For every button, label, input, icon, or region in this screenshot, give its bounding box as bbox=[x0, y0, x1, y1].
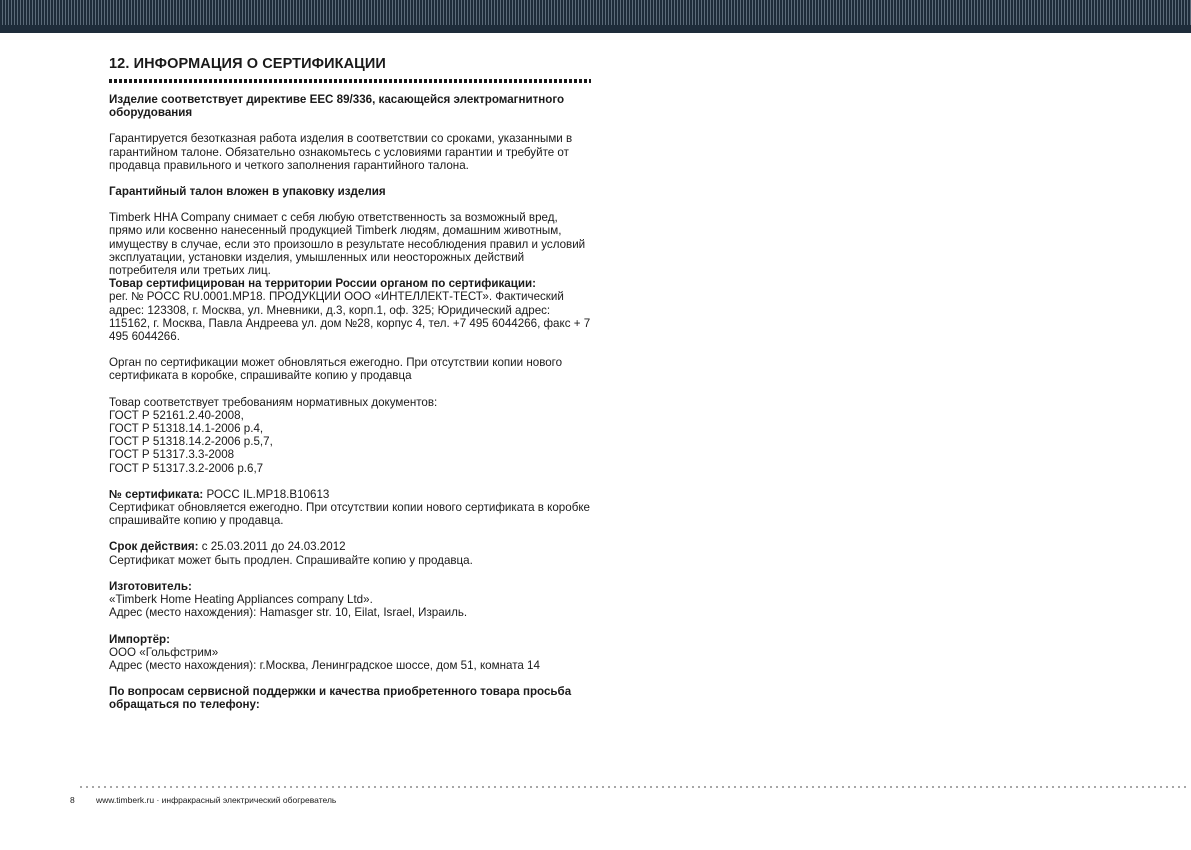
importer-block bbox=[109, 633, 591, 673]
title-divider bbox=[109, 79, 591, 83]
importer-name: ООО «Гольфстрим» bbox=[109, 645, 219, 659]
footer-text: www.timberk.ru · инфракрасный электрический обогреватель bbox=[96, 795, 337, 805]
certified-label: Товар сертифицирован на территории России органом по сертификации: bbox=[109, 277, 536, 291]
certification-body-paragraph bbox=[109, 277, 591, 343]
coupon-note: Гарантийный талон вложен в упаковку изделия bbox=[109, 185, 386, 199]
cert-body-update: Орган по сертификации может обновляться ежегодно. При отсутствии копии нового сертификата в коробке, спрашивайте копию у продавца bbox=[109, 356, 563, 383]
manufacturer-label: Изготовитель: bbox=[109, 579, 192, 593]
liability-paragraph: Timberk HHA Company снимает с себя любую ответственность за возможный вред, прямо или косвенно нанесенный продукцией Timberk людям, домашним животным, имуществу в случае, если это произошло в результате несоблюдения правил и условий эксплуатации, установки изделия, умышленных или неосторожных действий потребителя или третьих лиц. bbox=[109, 211, 586, 278]
manufacturer-address: Адрес (место нахождения): Hamasger str. 10, Eilat, Israel, Израиль. bbox=[109, 606, 468, 620]
support-heading: По вопросам сервисной поддержки и качества приобретенного товара просьба обращаться по телефону: bbox=[109, 685, 572, 712]
validity-label: Срок действия: bbox=[109, 540, 199, 554]
certification-section bbox=[109, 55, 591, 712]
section-title: 12. ИНФОРМАЦИЯ О СЕРТИФИКАЦИИ bbox=[109, 56, 386, 72]
validity-block bbox=[109, 540, 591, 566]
footer-divider bbox=[78, 786, 1188, 788]
guarantee-paragraph: Гарантируется безотказная работа изделия в соответствии со сроками, указанными в гарантийном талоне. Обязательно ознакомьтесь с условиями гарантии и требуйте от продавца правильного и четкого заполнения гарантийного талона. bbox=[109, 132, 573, 172]
importer-address: Адрес (место нахождения): г.Москва, Ленинградское шоссе, дом 51, комната 14 bbox=[109, 658, 540, 672]
standard-item: ГОСТ Р 51318.14.2-2006 р.5,7, bbox=[109, 435, 273, 449]
cert-number-value: РОСС IL.МР18.В10613 bbox=[203, 487, 330, 501]
directive-heading: Изделие соответствует директиве ЕЕС 89/336, касающейся электромагнитного оборудования bbox=[109, 93, 565, 120]
importer-label: Импортёр: bbox=[109, 632, 170, 646]
cert-number-note: Сертификат обновляется ежегодно. При отсутствии копии нового сертификата в коробке спрашивайте копию у продавца. bbox=[109, 501, 590, 528]
header-band bbox=[0, 0, 1191, 33]
certified-text: рег. № РОСС RU.0001.МР18. ПРОДУКЦИИ ООО «ИНТЕЛЛЕКТ-ТЕСТ». Фактический адрес: 123308, г. Москва, ул. Мневники, д.3, корп.1, оф. 325; Юридический адрес: 115162, г. Москва, Павла Андреева ул. дом №28, корпус 4, тел. +7 495 6044266, факс + 7 495 6044266. bbox=[109, 290, 591, 344]
standard-item: ГОСТ Р 51318.14.1-2006 р.4, bbox=[109, 422, 264, 436]
validity-value: с 25.03.2011 до 24.03.2012 bbox=[198, 540, 346, 554]
standards-intro: Товар соответствует требованиям нормативных документов: bbox=[109, 395, 438, 409]
cert-number-block bbox=[109, 488, 591, 528]
standard-item: ГОСТ Р 52161.2.40-2008, bbox=[109, 408, 244, 422]
standards-block bbox=[109, 396, 591, 475]
page-number: 8 bbox=[70, 795, 75, 805]
standard-item: ГОСТ Р 51317.3.3-2008 bbox=[109, 448, 235, 462]
manufacturer-block bbox=[109, 580, 591, 620]
validity-note: Сертификат может быть продлен. Спрашивайте копию у продавца. bbox=[109, 553, 473, 567]
cert-number-label: № сертификата: bbox=[109, 487, 204, 501]
manufacturer-name: «Timberk Home Heating Appliances company Ltd». bbox=[109, 593, 373, 607]
standard-item: ГОСТ Р 51317.3.2-2006 р.6,7 bbox=[109, 461, 264, 475]
